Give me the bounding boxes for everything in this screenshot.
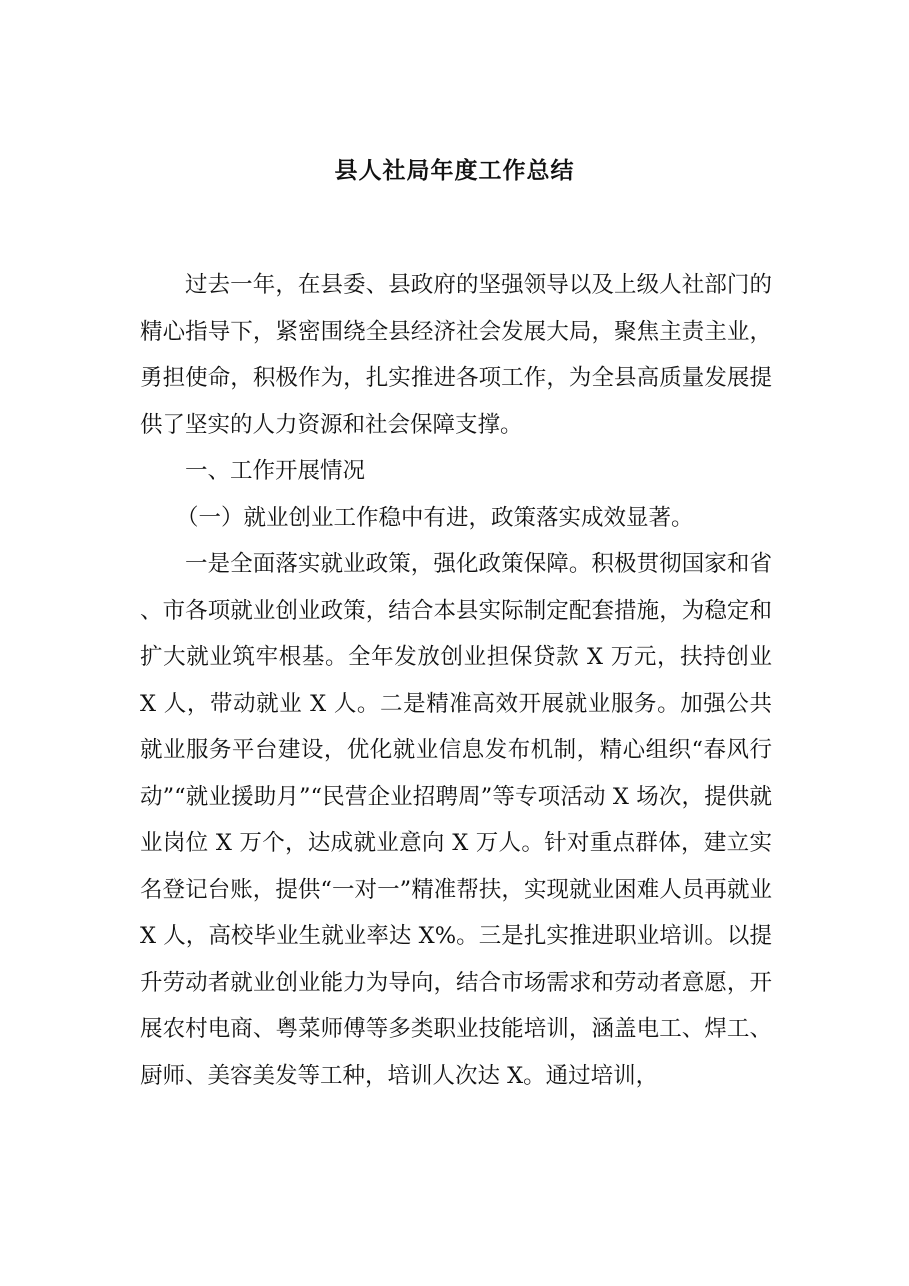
- body-paragraph: 一是全面落实就业政策，强化政策保障。积极贯彻国家和省、市各项就业创业政策，结合本县实际制定配套措施，为稳定和扩大就业筑牢根基。全年发放创业担保贷款 X 万元，扶持创业 X 人，带动就业 X 人。二是精准高效开展就业服务。加强公共就业服务平台建设，优化就业信息发布机制，精心组织“春风行动”“就业援助月”“民营企业招聘周”等专项活动 X 场次，提供就业岗位 X 万个，达成就业意向 X 万人。针对重点群体，建立实名登记台账，提供“一对一”精准帮扶，实现就业困难人员再就业 X 人，高校毕业生就业率达 X%。三是扎实推进职业培训。以提升劳动者就业创业能力为导向，结合市场需求和劳动者意愿，开展农村电商、粤菜师傅等多类职业技能培训，涵盖电工、焊工、厨师、美容美发等工种，培训人次达 X。通过培训，: [140, 551, 772, 1089]
- section-heading: 一、工作开展情况: [185, 458, 366, 484]
- document-title: 县人社局年度工作总结: [334, 157, 575, 184]
- intro-paragraph: 过去一年，在县委、县政府的坚强领导以及上级人社部门的精心指导下，紧密围绕全县经济社会发展大局，聚焦主责主业，勇担使命，积极作为，扎实推进各项工作，为全县高质量发展提供了坚实的人力资源和社会保障支撑。: [140, 272, 772, 438]
- document-body: [140, 262, 772, 1099]
- subsection-heading: （一）就业创业工作稳中有进，政策落实成效显著。: [176, 504, 694, 531]
